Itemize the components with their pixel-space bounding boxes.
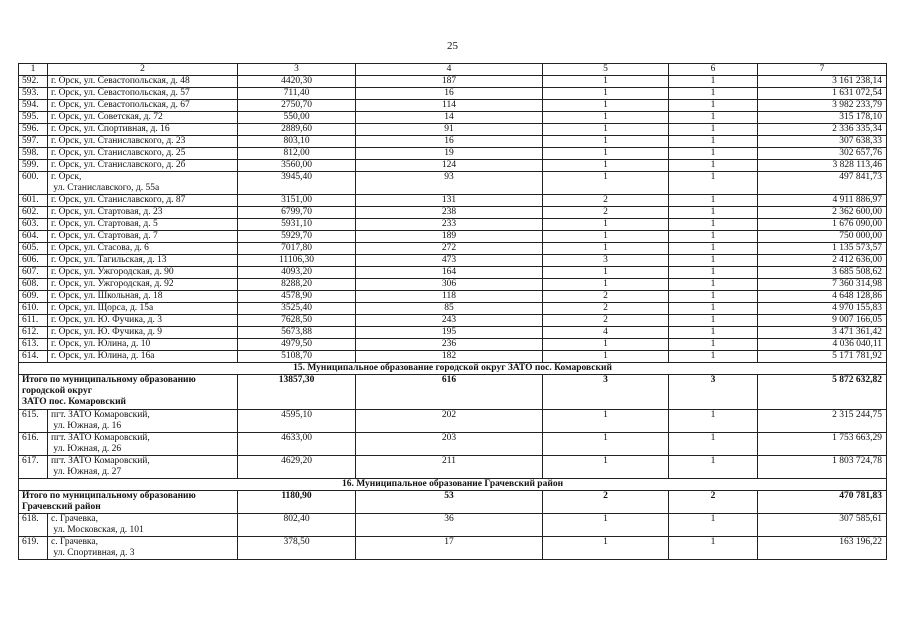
row-number: 597. (19, 136, 48, 148)
table-row (19, 537, 887, 560)
column6-cell: 1 (669, 279, 758, 291)
column6-cell: 1 (669, 76, 758, 88)
housing-table (18, 63, 887, 560)
amount-cell: 163 196,22 (758, 537, 887, 560)
area-cell: 812,00 (238, 148, 356, 160)
row-number: 601. (19, 195, 48, 207)
amount-cell: 5 171 781,92 (758, 351, 887, 363)
amount-cell: 3 828 113,46 (758, 160, 887, 172)
table-row (19, 195, 887, 207)
address-cell: пгт. ЗАТО Комаровский, ул. Южная, д. 16 (48, 410, 238, 433)
column6-cell: 1 (669, 514, 758, 537)
table-row (19, 255, 887, 267)
row-number: 604. (19, 231, 48, 243)
row-number: 603. (19, 219, 48, 231)
table-row (19, 100, 887, 112)
column5-cell: 1 (543, 231, 669, 243)
amount-cell: 307 638,33 (758, 136, 887, 148)
residents-cell: 93 (356, 172, 543, 195)
area-cell: 4093,20 (238, 267, 356, 279)
column5-cell: 1 (543, 514, 669, 537)
area-cell: 5673,88 (238, 327, 356, 339)
column5-cell: 1 (543, 172, 669, 195)
residents-cell: 203 (356, 433, 543, 456)
column5-cell: 1 (543, 219, 669, 231)
total-row (19, 491, 887, 514)
table-row (19, 160, 887, 172)
area-cell: 2889,60 (238, 124, 356, 136)
area-cell: 6799,70 (238, 207, 356, 219)
row-number: 618. (19, 514, 48, 537)
amount-cell: 3 982 233,79 (758, 100, 887, 112)
residents-cell: 17 (356, 537, 543, 560)
amount-cell: 1 753 663,29 (758, 433, 887, 456)
amount-cell: 302 657,76 (758, 148, 887, 160)
total-area: 13857,30 (238, 375, 356, 410)
area-cell: 3945,40 (238, 172, 356, 195)
area-cell: 7017,80 (238, 243, 356, 255)
amount-cell: 4 911 886,97 (758, 195, 887, 207)
address-cell: г. Орск, ул. Стартовая, д. 7 (48, 231, 238, 243)
address-cell: с. Грачевка, ул. Московская, д. 101 (48, 514, 238, 537)
residents-cell: 233 (356, 219, 543, 231)
column5-cell: 1 (543, 112, 669, 124)
column5-cell: 2 (543, 207, 669, 219)
section-title: 16. Муниципальное образование Грачевский район (19, 479, 887, 491)
column6-cell: 1 (669, 148, 758, 160)
row-number: 602. (19, 207, 48, 219)
column5-cell: 1 (543, 537, 669, 560)
address-cell: пгт. ЗАТО Комаровский, ул. Южная, д. 26 (48, 433, 238, 456)
residents-cell: 124 (356, 160, 543, 172)
section-title: 15. Муниципальное образование городской округ ЗАТО пос. Комаровский (19, 363, 887, 375)
row-number: 594. (19, 100, 48, 112)
column6-cell: 1 (669, 136, 758, 148)
column6-cell: 1 (669, 267, 758, 279)
column5-cell: 1 (543, 243, 669, 255)
total-row (19, 375, 887, 410)
address-cell: г. Орск, ул. Севастопольская, д. 57 (48, 88, 238, 100)
column5-cell: 1 (543, 433, 669, 456)
column5-cell: 2 (543, 303, 669, 315)
row-number: 614. (19, 351, 48, 363)
residents-cell: 182 (356, 351, 543, 363)
residents-cell: 14 (356, 112, 543, 124)
column6-cell: 1 (669, 327, 758, 339)
amount-cell: 2 362 600,00 (758, 207, 887, 219)
address-cell: г. Орск, ул. Стартовая, д. 23 (48, 207, 238, 219)
column5-cell: 1 (543, 100, 669, 112)
table-row (19, 136, 887, 148)
amount-cell: 315 178,10 (758, 112, 887, 124)
area-cell: 3560,00 (238, 160, 356, 172)
amount-cell: 2 336 335,34 (758, 124, 887, 136)
address-cell: г. Орск, ул. Станиславского, д. 25 (48, 148, 238, 160)
area-cell: 3151,00 (238, 195, 356, 207)
column6-cell: 1 (669, 231, 758, 243)
residents-cell: 36 (356, 514, 543, 537)
column6-cell: 1 (669, 537, 758, 560)
residents-cell: 118 (356, 291, 543, 303)
address-cell: с. Грачевка, ул. Спортивная, д. 3 (48, 537, 238, 560)
area-cell: 550,00 (238, 112, 356, 124)
column6-cell: 1 (669, 219, 758, 231)
column6-cell: 1 (669, 456, 758, 479)
address-cell: г. Орск, ул. Станиславского, д. 87 (48, 195, 238, 207)
column5-cell: 4 (543, 327, 669, 339)
address-cell: г. Орск, ул. Ужгородская, д. 92 (48, 279, 238, 291)
area-cell: 5931,10 (238, 219, 356, 231)
column5-cell: 2 (543, 195, 669, 207)
residents-cell: 131 (356, 195, 543, 207)
table-row (19, 303, 887, 315)
column6-cell: 1 (669, 160, 758, 172)
column6-cell: 1 (669, 243, 758, 255)
column6-cell: 1 (669, 172, 758, 195)
address-cell: г. Орск, ул. Станиславского, д. 2б (48, 160, 238, 172)
residents-cell: 189 (356, 231, 543, 243)
amount-cell: 1 135 573,57 (758, 243, 887, 255)
area-cell: 803,10 (238, 136, 356, 148)
table-row (19, 88, 887, 100)
column6-cell: 1 (669, 88, 758, 100)
residents-cell: 187 (356, 76, 543, 88)
column5-cell: 1 (543, 267, 669, 279)
column5-cell: 1 (543, 160, 669, 172)
column5-cell: 1 (543, 148, 669, 160)
row-number: 596. (19, 124, 48, 136)
amount-cell: 3 685 508,62 (758, 267, 887, 279)
residents-cell: 238 (356, 207, 543, 219)
table-row (19, 243, 887, 255)
total-column6: 3 (669, 375, 758, 410)
table-row (19, 291, 887, 303)
amount-cell: 9 007 166,05 (758, 315, 887, 327)
residents-cell: 473 (356, 255, 543, 267)
column6-cell: 1 (669, 315, 758, 327)
table-row (19, 231, 887, 243)
column5-cell: 1 (543, 124, 669, 136)
column-header: 6 (669, 64, 758, 76)
area-cell: 802,40 (238, 514, 356, 537)
address-cell: г. Орск, ул. Школьная, д. 18 (48, 291, 238, 303)
row-number: 593. (19, 88, 48, 100)
column5-cell: 1 (543, 136, 669, 148)
table-row (19, 351, 887, 363)
column6-cell: 1 (669, 195, 758, 207)
residents-cell: 211 (356, 456, 543, 479)
table-row (19, 148, 887, 160)
table-row (19, 267, 887, 279)
area-cell: 3525,40 (238, 303, 356, 315)
table-row (19, 279, 887, 291)
row-number: 617. (19, 456, 48, 479)
amount-cell: 1 631 072,54 (758, 88, 887, 100)
area-cell: 5929,70 (238, 231, 356, 243)
residents-cell: 19 (356, 148, 543, 160)
row-number: 592. (19, 76, 48, 88)
area-cell: 11106,30 (238, 255, 356, 267)
column6-cell: 1 (669, 303, 758, 315)
row-number: 611. (19, 315, 48, 327)
total-column6: 2 (669, 491, 758, 514)
total-residents: 616 (356, 375, 543, 410)
address-cell: г. Орск, ул. Ю. Фучика, д. 9 (48, 327, 238, 339)
residents-cell: 236 (356, 339, 543, 351)
column5-cell: 1 (543, 351, 669, 363)
table-row (19, 327, 887, 339)
address-cell: г. Орск, ул. Станиславского, д. 23 (48, 136, 238, 148)
residents-cell: 243 (356, 315, 543, 327)
area-cell: 378,50 (238, 537, 356, 560)
table-row (19, 124, 887, 136)
address-cell: г. Орск, ул. Юлина, д. 16а (48, 351, 238, 363)
residents-cell: 195 (356, 327, 543, 339)
column6-cell: 1 (669, 112, 758, 124)
section-heading-row (19, 479, 887, 491)
row-number: 600. (19, 172, 48, 195)
residents-cell: 91 (356, 124, 543, 136)
residents-cell: 164 (356, 267, 543, 279)
total-amount: 470 781,83 (758, 491, 887, 514)
area-cell: 4595,10 (238, 410, 356, 433)
area-cell: 4633,00 (238, 433, 356, 456)
column6-cell: 1 (669, 291, 758, 303)
amount-cell: 1 676 090,00 (758, 219, 887, 231)
address-cell: г. Орск, ул. Станиславского, д. 55а (48, 172, 238, 195)
row-number: 608. (19, 279, 48, 291)
amount-cell: 4 970 155,83 (758, 303, 887, 315)
section-heading-row (19, 363, 887, 375)
row-number: 606. (19, 255, 48, 267)
residents-cell: 114 (356, 100, 543, 112)
area-cell: 5108,70 (238, 351, 356, 363)
column-number-row (19, 64, 887, 76)
table-row (19, 514, 887, 537)
row-number: 595. (19, 112, 48, 124)
residents-cell: 85 (356, 303, 543, 315)
column6-cell: 1 (669, 255, 758, 267)
address-cell: г. Орск, ул. Севастопольская, д. 67 (48, 100, 238, 112)
amount-cell: 3 161 238,14 (758, 76, 887, 88)
column-header: 3 (238, 64, 356, 76)
row-number: 619. (19, 537, 48, 560)
area-cell: 7628,50 (238, 315, 356, 327)
column-header: 7 (758, 64, 887, 76)
row-number: 610. (19, 303, 48, 315)
total-amount: 5 872 632,82 (758, 375, 887, 410)
address-cell: г. Орск, ул. Спортивная, д. 16 (48, 124, 238, 136)
column6-cell: 1 (669, 207, 758, 219)
amount-cell: 750 000,00 (758, 231, 887, 243)
amount-cell: 4 036 040,11 (758, 339, 887, 351)
column5-cell: 1 (543, 279, 669, 291)
row-number: 616. (19, 433, 48, 456)
table-row (19, 339, 887, 351)
column6-cell: 1 (669, 339, 758, 351)
table-row (19, 433, 887, 456)
table-row (19, 410, 887, 433)
residents-cell: 16 (356, 88, 543, 100)
amount-cell: 2 412 636,00 (758, 255, 887, 267)
area-cell: 4629,20 (238, 456, 356, 479)
table-row (19, 207, 887, 219)
amount-cell: 497 841,73 (758, 172, 887, 195)
table-row (19, 76, 887, 88)
column6-cell: 1 (669, 124, 758, 136)
area-cell: 4420,30 (238, 76, 356, 88)
amount-cell: 4 648 128,86 (758, 291, 887, 303)
amount-cell: 1 803 724,78 (758, 456, 887, 479)
row-number: 612. (19, 327, 48, 339)
column5-cell: 1 (543, 456, 669, 479)
table-row (19, 112, 887, 124)
table-row (19, 172, 887, 195)
area-cell: 4578,90 (238, 291, 356, 303)
column6-cell: 1 (669, 433, 758, 456)
area-cell: 2750,70 (238, 100, 356, 112)
column5-cell: 1 (543, 88, 669, 100)
amount-cell: 307 585,61 (758, 514, 887, 537)
column-header: 1 (19, 64, 48, 76)
column6-cell: 1 (669, 410, 758, 433)
column-header: 2 (48, 64, 238, 76)
total-column5: 3 (543, 375, 669, 410)
address-cell: пгт. ЗАТО Комаровский, ул. Южная, д. 27 (48, 456, 238, 479)
residents-cell: 306 (356, 279, 543, 291)
address-cell: г. Орск, ул. Ужгородская, д. 90 (48, 267, 238, 279)
column6-cell: 1 (669, 100, 758, 112)
page-number: 25 (447, 40, 458, 52)
row-number: 615. (19, 410, 48, 433)
address-cell: г. Орск, ул. Стасова, д. 6 (48, 243, 238, 255)
column5-cell: 2 (543, 291, 669, 303)
row-number: 598. (19, 148, 48, 160)
column-header: 5 (543, 64, 669, 76)
table-row (19, 219, 887, 231)
column5-cell: 2 (543, 315, 669, 327)
total-label: Итого по муниципальному образованию Грачевский район (19, 491, 238, 514)
total-residents: 53 (356, 491, 543, 514)
area-cell: 4979,50 (238, 339, 356, 351)
amount-cell: 7 360 314,98 (758, 279, 887, 291)
address-cell: г. Орск, ул. Советская, д. 72 (48, 112, 238, 124)
row-number: 605. (19, 243, 48, 255)
row-number: 609. (19, 291, 48, 303)
column-header: 4 (356, 64, 543, 76)
address-cell: г. Орск, ул. Севастопольская, д. 48 (48, 76, 238, 88)
total-column5: 2 (543, 491, 669, 514)
table-body (19, 64, 887, 560)
table-row (19, 456, 887, 479)
column5-cell: 1 (543, 410, 669, 433)
column5-cell: 1 (543, 76, 669, 88)
address-cell: г. Орск, ул. Юлина, д. 10 (48, 339, 238, 351)
row-number: 613. (19, 339, 48, 351)
residents-cell: 202 (356, 410, 543, 433)
total-label: Итого по муниципальному образованию городской округ ЗАТО пос. Комаровский (19, 375, 238, 410)
amount-cell: 2 315 244,75 (758, 410, 887, 433)
area-cell: 8288,20 (238, 279, 356, 291)
column5-cell: 1 (543, 339, 669, 351)
residents-cell: 16 (356, 136, 543, 148)
address-cell: г. Орск, ул. Ю. Фучика, д. 3 (48, 315, 238, 327)
area-cell: 711,40 (238, 88, 356, 100)
total-area: 1180,90 (238, 491, 356, 514)
amount-cell: 3 471 361,42 (758, 327, 887, 339)
row-number: 599. (19, 160, 48, 172)
column5-cell: 3 (543, 255, 669, 267)
column6-cell: 1 (669, 351, 758, 363)
table-row (19, 315, 887, 327)
address-cell: г. Орск, ул. Тагильская, д. 13 (48, 255, 238, 267)
row-number: 607. (19, 267, 48, 279)
address-cell: г. Орск, ул. Щорса, д. 15а (48, 303, 238, 315)
residents-cell: 272 (356, 243, 543, 255)
address-cell: г. Орск, ул. Стартовая, д. 5 (48, 219, 238, 231)
